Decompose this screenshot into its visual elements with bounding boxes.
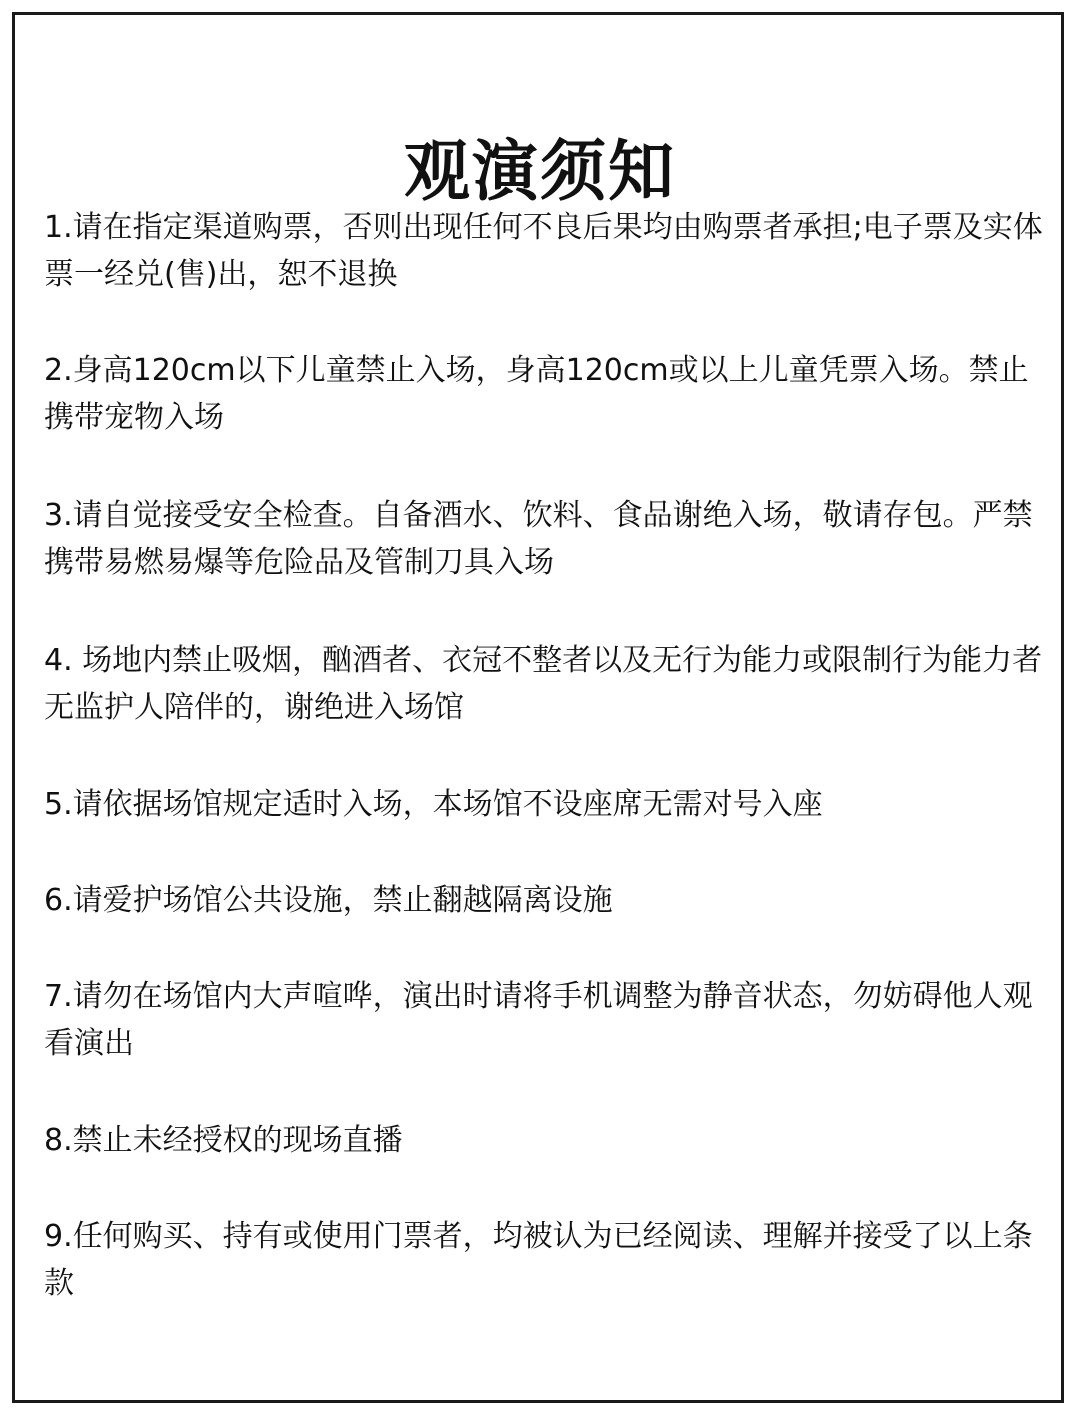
notice-item-1: 1.请在指定渠道购票，否则出现任何不良后果均由购票者承担;电子票及实体票一经兑(售)出，恕不退换 [44, 210, 1043, 292]
notice-item-4: 4. 场地内禁止吸烟，酗酒者、衣冠不整者以及无行为能力或限制行为能力者无监护人陪伴的，谢绝进入场馆 [44, 643, 1043, 725]
notice-item-9: 9.任何购买、持有或使用门票者，均被认为已经阅读、理解并接受了以上条款 [44, 1219, 1033, 1301]
notice-item-3: 3.请自觉接受安全检查。自备酒水、饮料、食品谢绝入场，敬请存包。严禁携带易燃易爆等危险品及管制刀具入场 [44, 498, 1033, 580]
notice-item-8: 8.禁止未经授权的现场直播 [44, 1123, 403, 1158]
notice-item-7: 7.请勿在场馆内大声喧哗，演出时请将手机调整为静音状态，勿妨碍他人观看演出 [44, 979, 1033, 1061]
notice-item-5: 5.请依据场馆规定适时入场，本场馆不设座席无需对号入座 [44, 787, 823, 822]
notice-item-6: 6.请爱护场馆公共设施，禁止翻越隔离设施 [44, 883, 613, 918]
notice-item-2: 2.身高120cm以下儿童禁止入场，身高120cm或以上儿童凭票入场。禁止携带宠物入场 [44, 353, 1029, 435]
page-title: 观演须知 [404, 133, 676, 211]
